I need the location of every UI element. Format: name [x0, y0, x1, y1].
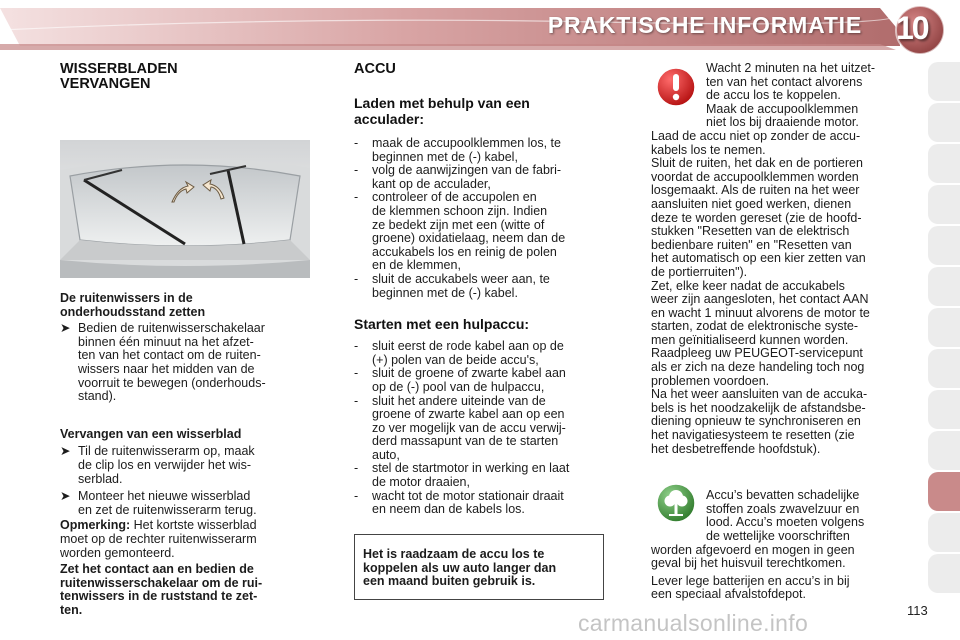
final-instruction: Zet het contact aan en bedien de ruitenwisserschakelaar om de rui- tenwissers in de ruststand te zet- ten.	[60, 562, 263, 617]
chapter-tab[interactable]	[928, 308, 960, 347]
list-item: - sluit de groene of zwarte kabel aan op de (-) pool van de hulpaccu,	[354, 366, 566, 394]
warning-indented-text: Wacht 2 minuten na het uitzet- ten van het contact alvorens de accu los te koppelen. Maak de accupoolklemmen niet los bij draaiende motor.	[706, 61, 876, 130]
watermark: carmanualsonline.info	[578, 610, 809, 636]
chapter-tab[interactable]	[928, 62, 960, 101]
page-title: PRAKTISCHE INFORMATIE	[547, 12, 862, 38]
tree-environment-icon	[655, 482, 697, 524]
chapter-tab[interactable]	[928, 226, 960, 265]
eco-text: worden afgevoerd en mogen in geen geval bij het huisvuil terechtkomen.	[651, 542, 855, 571]
list-item: - volg de aanwijzingen van de fabri- kant op de acculader,	[354, 163, 562, 191]
list-item: - sluit het andere uiteinde van de groene of zwarte kabel aan op een zo ver mogelijk van de accu verwij- derd massapunt van de te starten auto,	[354, 393, 566, 462]
page-number: 113	[907, 603, 928, 618]
chapter-tab[interactable]	[928, 390, 960, 429]
list-item: - sluit de accukabels weer aan, te beginnen met de (-) kabel.	[354, 271, 550, 300]
chapter-tab[interactable]	[928, 513, 960, 552]
chapter-tab[interactable]	[928, 431, 960, 470]
subsection-title: Vervangen van een wisserblad	[60, 426, 242, 441]
eco-indented-text: Accu’s bevatten schadelijke stoffen zoals zwavelzuur en lood. Accu’s moeten volgens de wettelijke voorschriften	[706, 488, 865, 543]
list-item: - sluit eerst de rode kabel aan op de (+) polen van de beide accu's,	[354, 339, 564, 367]
chapter-tabs	[928, 62, 960, 595]
list-item: ➤ Monteer het nieuwe wisserblad en zet de ruitenwisserarm terug.	[60, 489, 257, 517]
subsection-title: Starten met een hulpaccu:	[354, 316, 530, 333]
list-item: - controleer of de accupolen en de klemmen schoon zijn. Indien ze bedekt zijn met een (witte of groene) oxidatielaag, neem dan de accukabels los en reinig de polen en de klemmen,	[354, 190, 566, 273]
left-column	[60, 62, 310, 617]
advice-callout-box: Het is raadzaam de accu los te koppelen als uw auto langer dan een maand buiten gebruik is.	[354, 534, 604, 600]
chapter-tab[interactable]	[928, 144, 960, 183]
windshield-wiper-photo	[60, 140, 310, 278]
subsection-title: De ruitenwissers in de onderhoudsstand zetten	[60, 291, 206, 319]
section-title: WISSERBLADEN VERVANGEN	[60, 61, 178, 92]
eco-text-2: Lever lege batterijen en accu’s in bij een speciaal afvalstofdepot.	[651, 573, 850, 602]
arrow-bullet-icon: ➤	[60, 444, 71, 459]
note-paragraph: Opmerking: Het kortste wisserblad moet op de rechter ruitenwisserarm worden gemonteerd.	[60, 518, 257, 560]
arrow-bullet-icon: ➤	[60, 489, 71, 504]
chapter-tab[interactable]	[928, 185, 960, 224]
subsection-title: Laden met behulp van een acculader:	[354, 95, 530, 127]
list-item: - wacht tot de motor stationair draait en neem dan de kabels los.	[354, 488, 564, 517]
chapter-number: 10	[896, 10, 928, 46]
chapter-tab[interactable]	[928, 349, 960, 388]
middle-column	[354, 62, 606, 517]
list-item: - maak de accupoolklemmen los, te beginnen met de (-) kabel,	[354, 136, 561, 164]
section-title: ACCU	[354, 61, 396, 77]
warning-text: Laad de accu niet op zonder de accu- kabels los te nemen. Sluit de ruiten, het dak en de portieren voordat de accupoolklemmen worden losgemaakt. Als de ruiten na het weer aansluiten niet goed werken, dienen deze te worden gereset (zie de hoofd- stukken "Resetten van de elektrisch bedienbare ruiten" en "Resetten van het automatisch op een kier zetten van de portierruiten"). Zet, elke keer nadat de accukabels weer zijn aangesloten, het contact AAN en wacht 1 minuut alvorens de motor te starten, zodat de elektronische syste- men geïnitialiseerd kunnen worden. Raadpleeg uw PEUGEOT-servicepunt als er zich na deze handeling toch nog problemen voordoen. Na het weer aansluiten van de accuka- bels is het noodzakelijk de afstandsbe- diening opnieuw te synchroniseren en het navigatiesysteem te resetten (zie het desbetreffende hoofdstuk).	[651, 128, 870, 456]
chapter-tab[interactable]	[928, 267, 960, 306]
chapter-tab[interactable]	[928, 103, 960, 142]
list-item: ➤ Bedien de ruitenwisserschakelaar binnen één minuut na het afzet- ten van het contact om de ruiten- wissers naar het midden van de voorruit te bewegen (onderhouds- stand).	[60, 321, 266, 404]
list-item: ➤ Til de ruitenwisserarm op, maak de clip los en verwijder het wis- serblad.	[60, 444, 255, 486]
arrow-bullet-icon: ➤	[60, 321, 71, 336]
chapter-tab-active[interactable]	[928, 472, 960, 511]
chapter-tab[interactable]	[928, 554, 960, 593]
list-item: - stel de startmotor in werking en laat de motor draaien,	[354, 461, 570, 490]
